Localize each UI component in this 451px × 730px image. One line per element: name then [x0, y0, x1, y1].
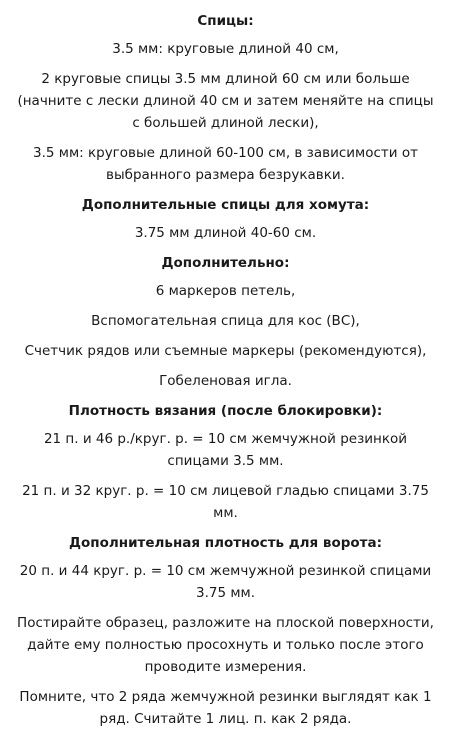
paragraph: 3.5 мм: круговые длиной 40 см, — [112, 41, 339, 57]
paragraph: 6 маркеров петель, — [155, 283, 296, 299]
section-gauge — [14, 400, 437, 524]
section-collar-gauge — [14, 532, 437, 730]
paragraph: 20 п. и 44 круг. р. = 10 см жемчужной резинкой спицами 3.75 мм. — [19, 563, 432, 601]
paragraph: 2 круговые спицы 3.5 мм длиной 60 см или больше (начните с лески длиной 40 см и затем меняйте на спицы с большей длиной лески), — [17, 71, 434, 131]
section-notions — [14, 252, 437, 392]
section-heading: Спицы: — [197, 13, 254, 29]
section-heading: Дополнительно: — [161, 255, 290, 271]
paragraph: 3.5 мм: круговые длиной 60-100 см, в зависимости от выбранного размера безрукавки. — [33, 145, 418, 183]
section-needles — [14, 10, 437, 186]
paragraph: Счетчик рядов или съемные маркеры (рекомендуются), — [24, 343, 427, 359]
paragraph: Помните, что 2 ряда жемчужной резинки выглядят как 1 ряд. Считайте 1 лиц. п. как 2 ряда. — [19, 689, 432, 727]
section-extra-needles — [14, 194, 437, 244]
paragraph: Гобеленовая игла. — [159, 373, 292, 389]
paragraph: 21 п. и 32 круг. р. = 10 см лицевой гладью спицами 3.75 мм. — [22, 483, 429, 521]
paragraph: Вспомогательная спица для кос (ВС), — [91, 313, 360, 329]
section-heading: Дополнительные спицы для хомута: — [81, 197, 370, 213]
section-heading: Плотность вязания (после блокировки): — [68, 403, 383, 419]
paragraph: Постирайте образец, разложите на плоской поверхности, дайте ему полностью просохнуть и только после этого проводите измерения. — [17, 615, 434, 675]
section-heading: Дополнительная плотность для ворота: — [68, 535, 382, 551]
paragraph: 3.75 мм длиной 40-60 см. — [134, 225, 317, 241]
paragraph: 21 п. и 46 р./круг. р. = 10 см жемчужной резинкой спицами 3.5 мм. — [43, 431, 408, 469]
